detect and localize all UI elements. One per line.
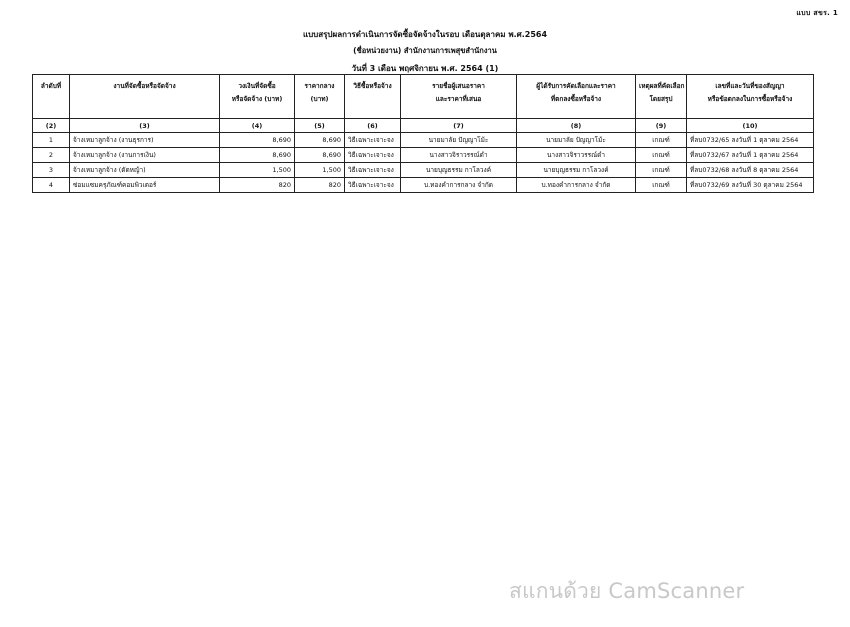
contract-reference: ที่ลบ0732/68 ลงวันที่ 8 ตุลาคม 2564	[687, 163, 814, 178]
col-number: (5)	[295, 119, 345, 133]
procurement-method: วิธีเฉพาะเจาะจง	[345, 148, 401, 163]
row-number: 1	[33, 133, 70, 148]
col-number: (8)	[517, 119, 636, 133]
procurement-table	[32, 74, 814, 193]
bidder-name: นายบุญธรรม กาโลวงค์	[401, 163, 517, 178]
selection-reason: เกณฑ์	[636, 133, 687, 148]
form-code: แบบ สขร. 1	[796, 9, 838, 17]
contract-reference: ที่ลบ0732/67 ลงวันที่ 1 ตุลาคม 2564	[687, 148, 814, 163]
row-number: 2	[33, 148, 70, 163]
col-number: (9)	[636, 119, 687, 133]
col-header-winner: ผู้ได้รับการคัดเลือกและราคา ที่ตกลงซื้อหรือจ้าง	[517, 75, 636, 119]
camscanner-watermark: สแกนด้วย CamScanner	[509, 579, 745, 603]
table-row	[33, 148, 814, 163]
median-price: 820	[295, 178, 345, 193]
col-header-no: ลำดับที่	[33, 75, 70, 119]
procurement-item: จ้างเหมาลูกจ้าง (งานการเงิน)	[70, 148, 220, 163]
winner-name: บ.ทองคำการกลาง จำกัด	[517, 178, 636, 193]
selection-reason: เกณฑ์	[636, 148, 687, 163]
agency-name: (ชื่อหน่วยงาน) สำนักงานการเพสุขสำนักงาน	[353, 46, 497, 55]
procurement-item: จ้างเหมาลูกจ้าง (ตัดหญ้า)	[70, 163, 220, 178]
winner-name: นางสาวจิราวรรณ์ดำ	[517, 148, 636, 163]
row-number: 4	[33, 178, 70, 193]
contract-reference: ที่ลบ0732/69 ลงวันที่ 30 ตุลาคม 2564	[687, 178, 814, 193]
selection-reason: เกณฑ์	[636, 178, 687, 193]
procurement-item: จ้างเหมาลูกจ้าง (งานธุรการ)	[70, 133, 220, 148]
report-date: วันที่ 3 เดือน พฤศจิกายน พ.ศ. 2564 (1)	[351, 64, 499, 73]
col-header-budget: วงเงินที่จัดซื้อ หรือจัดจ้าง (บาท)	[220, 75, 295, 119]
col-number: (3)	[70, 119, 220, 133]
col-number: (6)	[345, 119, 401, 133]
col-number: (7)	[401, 119, 517, 133]
col-header-reason: เหตุผลที่คัดเลือก โดยสรุป	[636, 75, 687, 119]
table-header-row	[33, 75, 814, 119]
selection-reason: เกณฑ์	[636, 163, 687, 178]
median-price: 8,690	[295, 133, 345, 148]
bidder-name: นางสาวจิราวรรณ์ดำ	[401, 148, 517, 163]
contract-reference: ที่ลบ0732/65 ลงวันที่ 1 ตุลาคม 2564	[687, 133, 814, 148]
col-header-contract: เลขที่และวันที่ของสัญญา หรือข้อตกลงในการซื้อหรือจ้าง	[687, 75, 814, 119]
budget-amount: 8,690	[220, 148, 295, 163]
winner-name: นายบุญธรรม กาโลวงค์	[517, 163, 636, 178]
procurement-item: ซ่อมแซมครุภัณฑ์คอมพิวเตอร์	[70, 178, 220, 193]
budget-amount: 8,690	[220, 133, 295, 148]
col-header-item: งานที่จัดซื้อหรือจัดจ้าง	[70, 75, 220, 119]
procurement-method: วิธีเฉพาะเจาะจง	[345, 163, 401, 178]
bidder-name: บ.ทองคำการกลาง จำกัด	[401, 178, 517, 193]
table-row	[33, 163, 814, 178]
col-header-bidders: รายชื่อผู้เสนอราคา และราคาที่เสนอ	[401, 75, 517, 119]
col-number: (4)	[220, 119, 295, 133]
budget-amount: 1,500	[220, 163, 295, 178]
bidder-name: นายมาลัย ปัญญาโม้ะ	[401, 133, 517, 148]
table-row	[33, 133, 814, 148]
col-number: (2)	[33, 119, 70, 133]
row-number: 3	[33, 163, 70, 178]
table-row	[33, 178, 814, 193]
column-number-row	[33, 119, 814, 133]
median-price: 1,500	[295, 163, 345, 178]
budget-amount: 820	[220, 178, 295, 193]
procurement-method: วิธีเฉพาะเจาะจง	[345, 178, 401, 193]
document-title: แบบสรุปผลการดำเนินการจัดซื้อจัดจ้างในรอบ เดือนตุลาคม พ.ศ.2564	[302, 30, 548, 39]
procurement-method: วิธีเฉพาะเจาะจง	[345, 133, 401, 148]
col-number: (10)	[687, 119, 814, 133]
col-header-method: วิธีซื้อหรือจ้าง	[345, 75, 401, 119]
winner-name: นายมาลัย ปัญญาโม้ะ	[517, 133, 636, 148]
col-header-median-price: ราคากลาง (บาท)	[295, 75, 345, 119]
median-price: 8,690	[295, 148, 345, 163]
